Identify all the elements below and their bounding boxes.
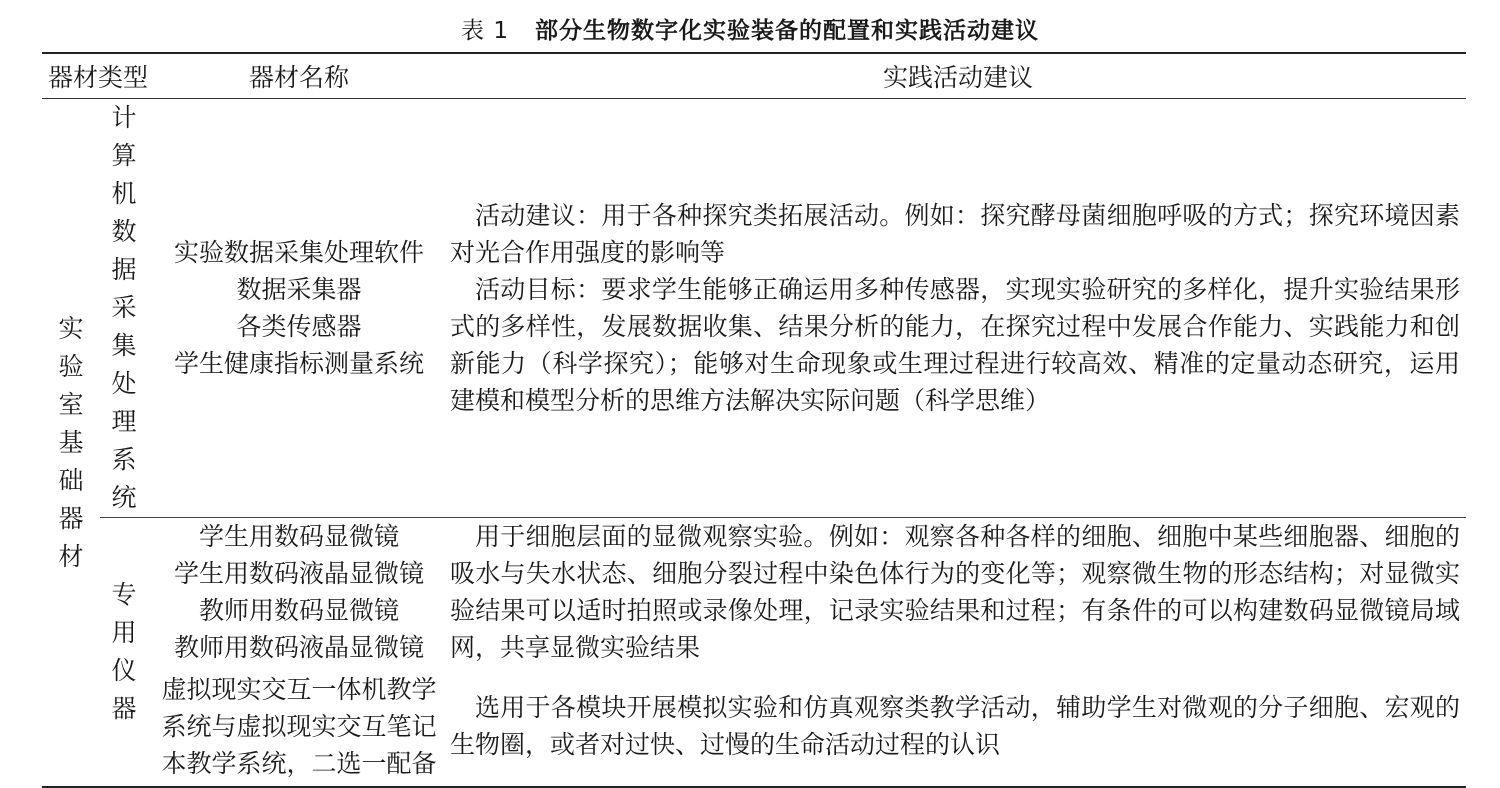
equipment-names-cell <box>148 99 450 518</box>
subtype-line: 计算 <box>111 103 137 170</box>
equipment-name: 学生健康指标测量系统 <box>174 349 425 378</box>
category-char: 室 <box>58 389 84 419</box>
equipment-name: 教师用数码显微镜 <box>199 596 400 625</box>
equipment-name: 虚拟现实交互一体机教学 <box>161 674 437 704</box>
suggestion-cell <box>450 99 1466 518</box>
category-char: 实 <box>58 313 84 343</box>
equipment-table <box>42 52 1466 788</box>
table-row <box>42 99 1466 518</box>
equipment-name: 学生用数码显微镜 <box>199 522 400 551</box>
subtype-computer-data-system <box>100 99 148 518</box>
subtype-line: 集处 <box>111 331 137 398</box>
header-practice-suggestion: 实践活动建议 <box>450 53 1466 99</box>
suggestion-cell <box>450 518 1466 667</box>
category-char: 基 <box>58 427 84 457</box>
subtype-line: 据采 <box>111 255 137 322</box>
category-char: 验 <box>58 351 84 381</box>
subtype-line: 专用 <box>111 580 137 647</box>
subtype-line: 统 <box>111 483 137 512</box>
table-title <box>0 12 1500 45</box>
table-header-row <box>42 53 1466 99</box>
table-number: 表 1 <box>461 18 509 44</box>
suggestion-paragraph: 活动建议：用于各种探究类拓展活动。例如：探究酵母菌细胞呼吸的方式；探究环境因素对光合作用强度的影响等 <box>450 201 1461 267</box>
equipment-name: 学生用数码液晶显微镜 <box>174 559 425 588</box>
header-equipment-type: 器材类型 <box>42 53 148 99</box>
category-cell <box>42 99 100 788</box>
table-title-text: 部分生物数字化实验装备的配置和实践活动建议 <box>534 18 1039 44</box>
equipment-name: 各类传感器 <box>236 312 362 341</box>
equipment-names-cell <box>148 518 450 667</box>
subtype-special-instruments <box>100 518 148 788</box>
suggestion-paragraph: 选用于各模块开展模拟实验和仿真观察类教学活动，辅助学生对微观的分子细胞、宏观的生物圈，或者对过快、过慢的生命活动过程的认识 <box>450 693 1461 759</box>
equipment-name: 实验数据采集处理软件 <box>174 238 425 267</box>
header-equipment-name: 器材名称 <box>148 53 450 99</box>
category-char: 材 <box>58 541 84 571</box>
category-char: 器 <box>58 503 84 533</box>
category-char: 础 <box>58 465 84 495</box>
subtype-line: 理系 <box>111 407 137 474</box>
equipment-names-cell <box>148 666 450 787</box>
suggestion-paragraph: 用于细胞层面的显微观察实验。例如：观察各种各样的细胞、细胞中某些细胞器、细胞的吸水与失水状态、细胞分裂过程中染色体行为的变化等；观察微生物的形态结构；对显微实验结果可以适时拍照或录像处理，记录实验结果和过程；有条件的可以构建数码显微镜局域网，共享显微实验结果 <box>450 522 1461 662</box>
suggestion-paragraph: 活动目标：要求学生能够正确运用多种传感器，实现实验研究的多样化，提升实验结果形式的多样性，发展数据收集、结果分析的能力，在探究过程中发展合作能力、实践能力和创新能力（科学探究）；能够对生命现象或生理过程进行较高效、精准的定量动态研究，运用建模和模型分析的思维方法解决实际问题（科学思维） <box>450 275 1461 415</box>
subtype-line: 仪器 <box>111 656 137 723</box>
equipment-name: 系统与虚拟现实交互笔记 <box>161 711 437 741</box>
equipment-name: 数据采集器 <box>236 275 362 304</box>
table-row <box>42 518 1466 667</box>
table-row <box>42 666 1466 787</box>
subtype-line: 机数 <box>111 179 137 246</box>
equipment-name: 教师用数码液晶显微镜 <box>174 633 425 662</box>
suggestion-cell <box>450 666 1466 787</box>
equipment-name: 本教学系统，二选一配备 <box>161 748 437 778</box>
